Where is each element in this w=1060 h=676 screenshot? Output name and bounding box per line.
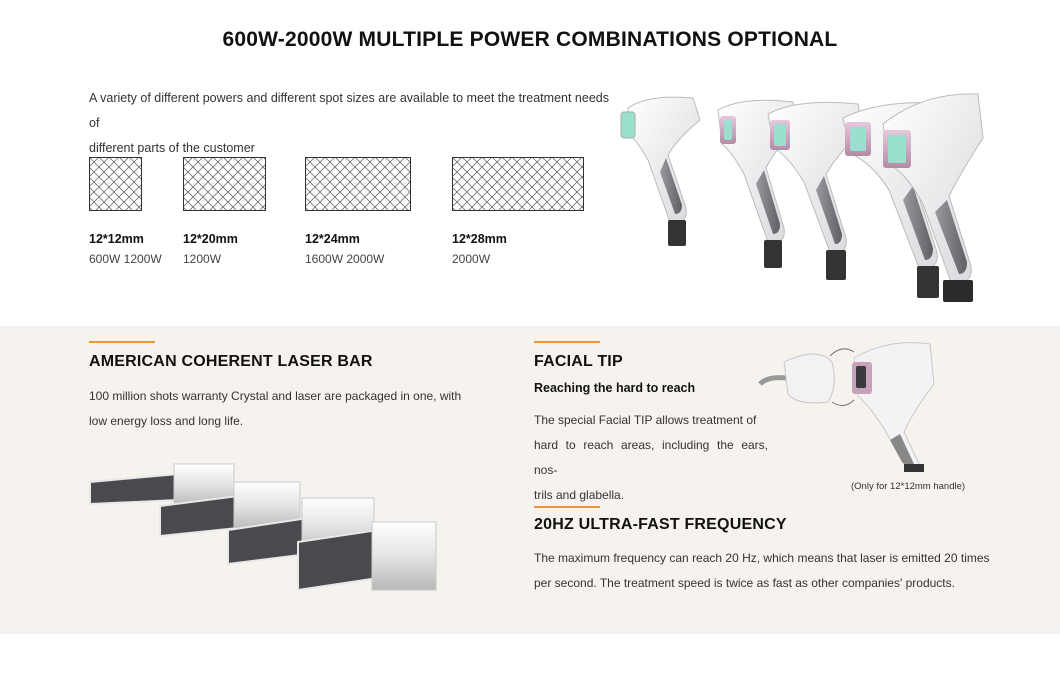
laser-bar-title: AMERICAN COHERENT LASER BAR bbox=[89, 353, 373, 370]
spot-pattern-12x24 bbox=[305, 157, 411, 211]
spot-size-label: 12*24mm bbox=[305, 232, 360, 246]
laser-bar-text bbox=[89, 384, 489, 434]
intro-line-1: A variety of different powers and different spot sizes are available to meet the treatment needs of bbox=[89, 91, 609, 130]
frequency-line-1: The maximum frequency can reach 20 Hz, which means that laser is emitted 20 times bbox=[534, 551, 990, 565]
accent-line bbox=[534, 341, 600, 343]
accent-line bbox=[534, 506, 600, 508]
facial-tip-text bbox=[534, 408, 768, 508]
accent-line bbox=[89, 341, 155, 343]
intro-line-2: different parts of the customer bbox=[89, 141, 255, 155]
facial-tip-title: FACIAL TIP bbox=[534, 353, 623, 370]
spot-power-label: 600W 1200W bbox=[89, 252, 162, 266]
facial-tip-line-2: hard to reach areas, including the ears, nos- bbox=[534, 438, 768, 477]
facial-tip-note: (Only for 12*12mm handle) bbox=[851, 481, 966, 492]
spot-power-label: 2000W bbox=[452, 252, 491, 266]
spot-size-label: 12*28mm bbox=[452, 232, 507, 246]
page-title: 600W-2000W MULTIPLE POWER COMBINATIONS OPTIONAL bbox=[222, 28, 838, 51]
spot-power-label: 1600W 2000W bbox=[305, 252, 385, 266]
spot-size-label: 12*12mm bbox=[89, 232, 144, 246]
frequency-text bbox=[534, 546, 1004, 596]
laser-handpieces-image bbox=[608, 80, 988, 310]
spot-pattern-12x12 bbox=[89, 157, 142, 211]
laser-bar-line-2: low energy loss and long life. bbox=[89, 414, 244, 428]
facial-tip-image bbox=[758, 336, 948, 476]
facial-tip-line-1: The special Facial TIP allows treatment of bbox=[534, 413, 757, 427]
spot-pattern-12x20 bbox=[183, 157, 266, 211]
spot-size-label: 12*20mm bbox=[183, 232, 238, 246]
spot-power-label: 1200W bbox=[183, 252, 222, 266]
facial-tip-subtitle: Reaching the hard to reach bbox=[534, 381, 696, 395]
frequency-line-2: per second. The treatment speed is twice as fast as other companies' products. bbox=[534, 576, 955, 590]
laser-bars-image bbox=[88, 452, 448, 602]
laser-bar-line-1: 100 million shots warranty Crystal and laser are packaged in one, with bbox=[89, 389, 462, 403]
spot-pattern-12x28 bbox=[452, 157, 584, 211]
facial-tip-line-3: trils and glabella. bbox=[534, 488, 625, 502]
intro-text bbox=[89, 86, 609, 161]
frequency-title: 20HZ ULTRA-FAST FREQUENCY bbox=[534, 516, 787, 533]
